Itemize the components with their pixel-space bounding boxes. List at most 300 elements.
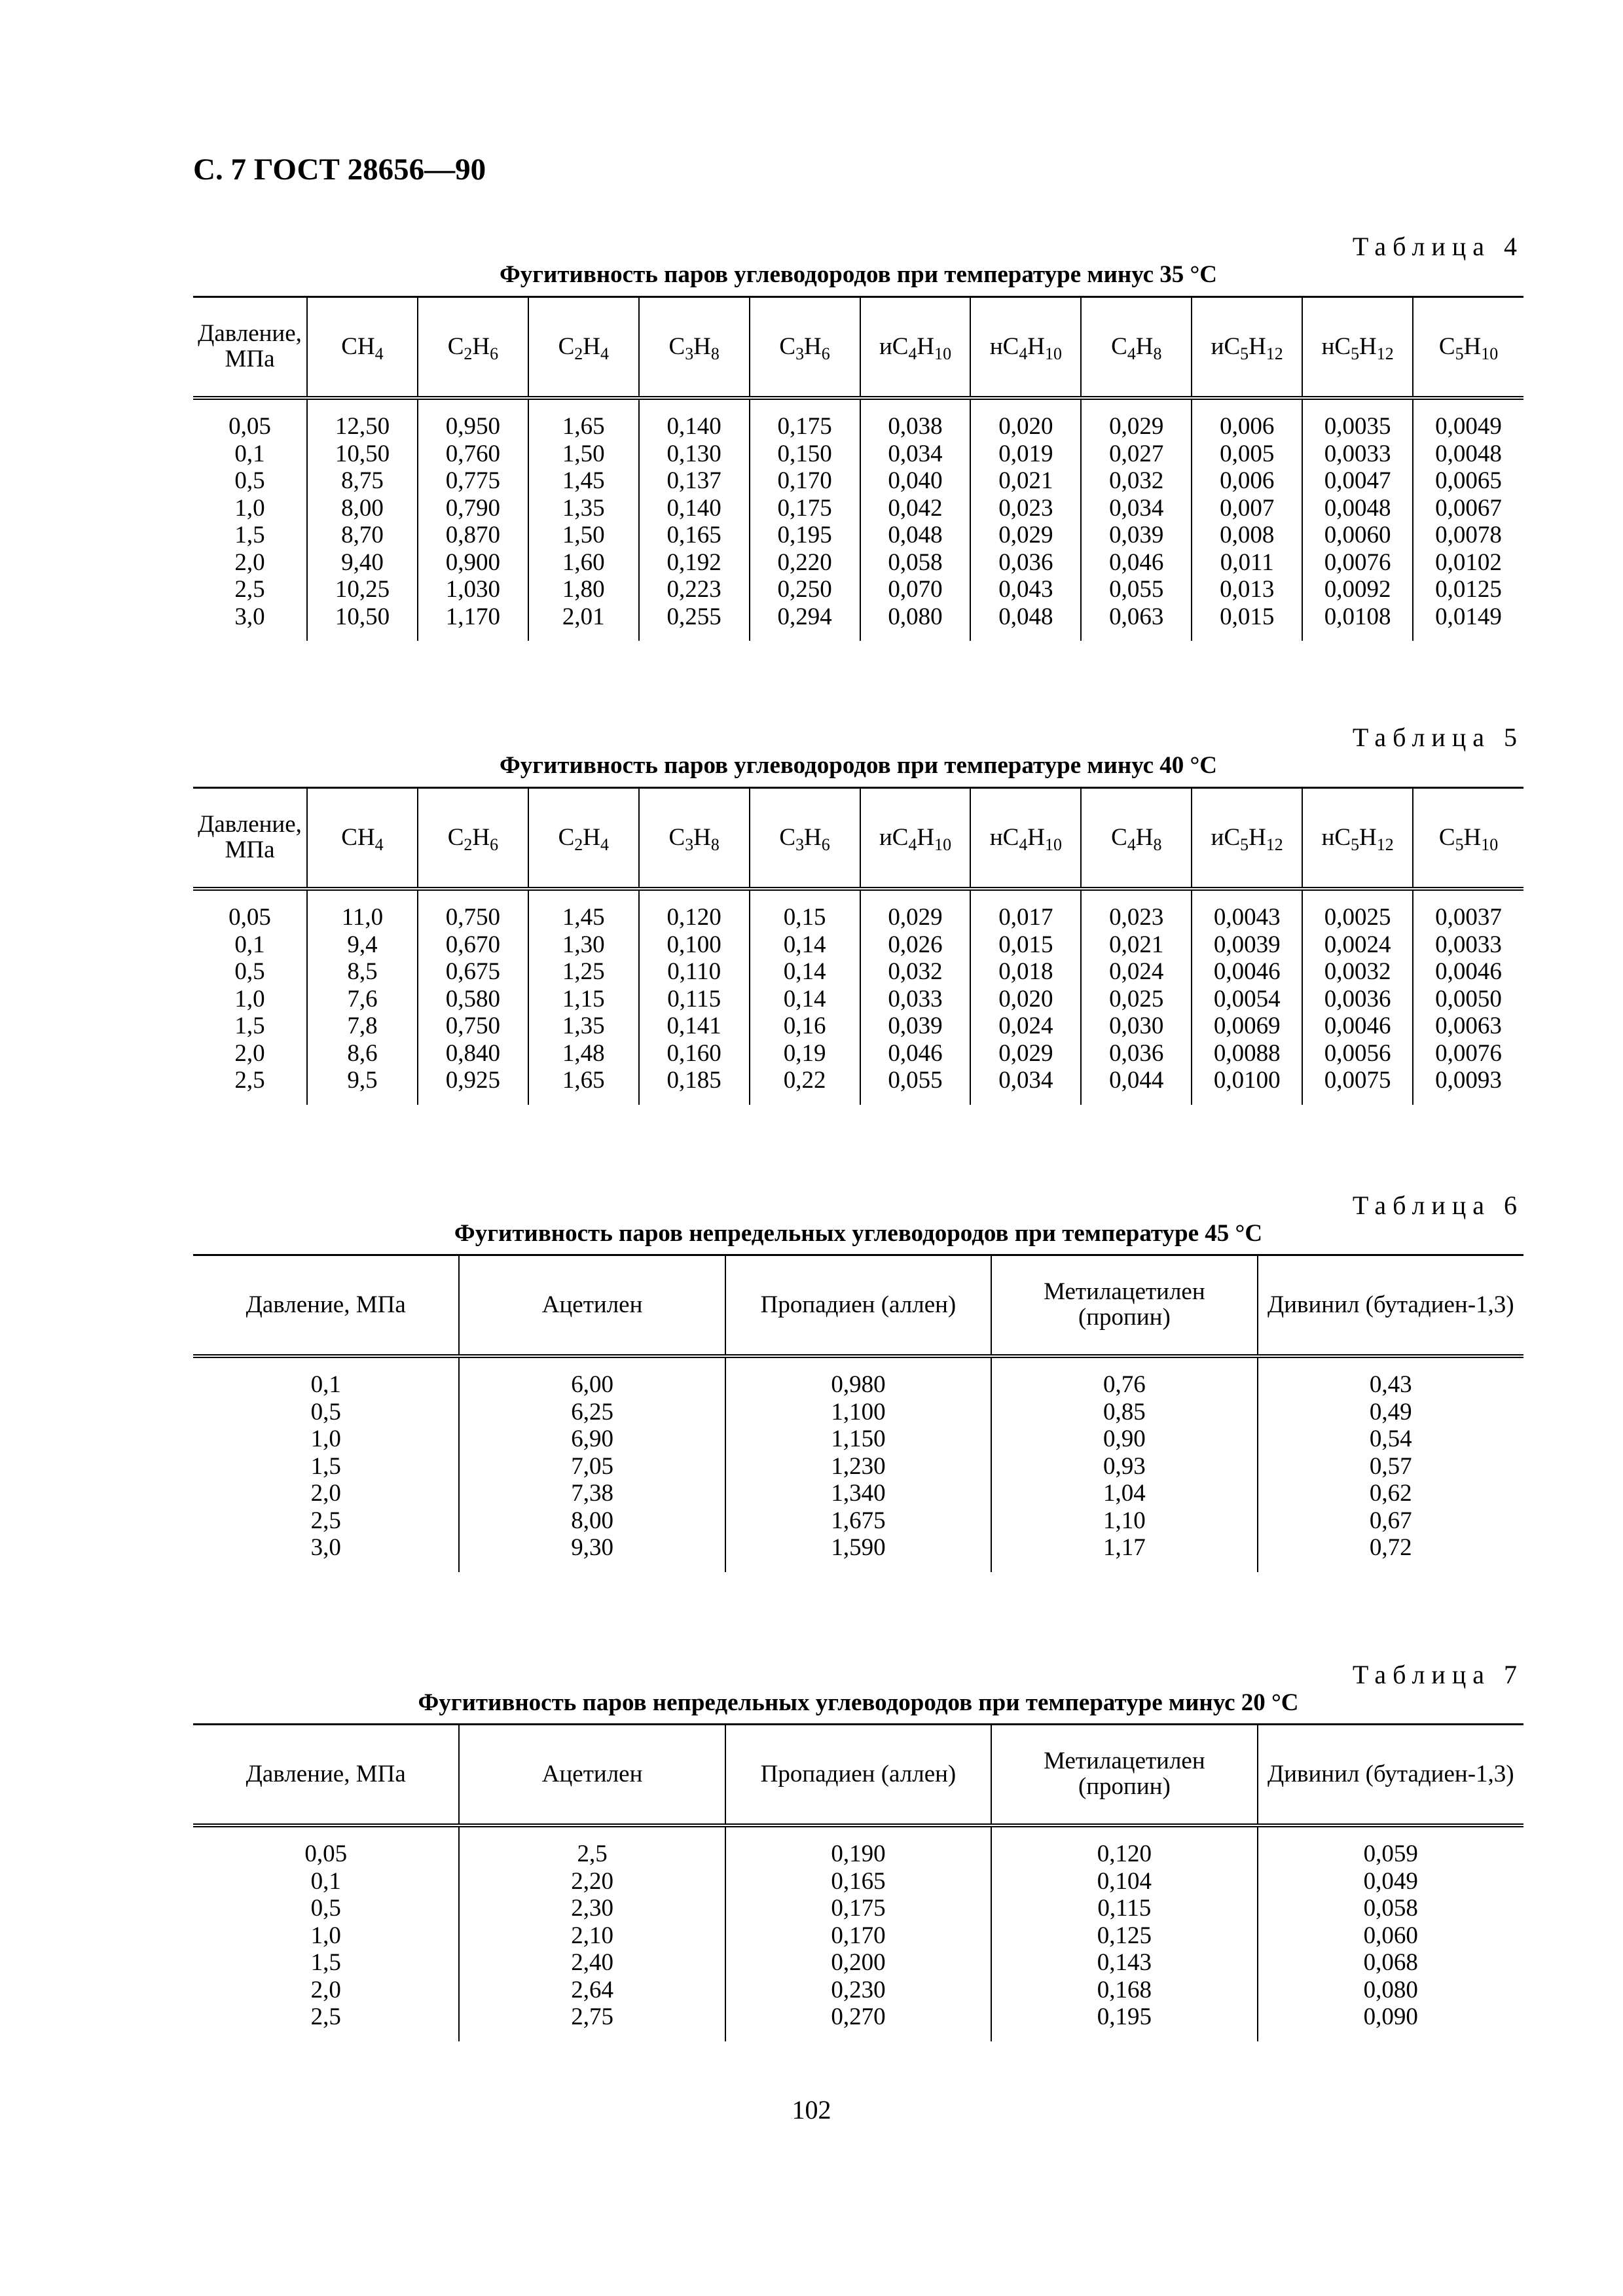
table-cell: 0,008 <box>1192 522 1302 549</box>
table-7-body <box>193 1825 1523 2041</box>
table-row <box>193 440 1523 468</box>
table-cell: 0,195 <box>750 522 860 549</box>
table-cell: 0,019 <box>970 440 1081 468</box>
table-cell: 8,70 <box>307 522 418 549</box>
table-cell: 0,034 <box>1081 495 1192 522</box>
table-cell: 2,5 <box>310 2003 341 2030</box>
table-cell: 1,65 <box>528 1067 639 1105</box>
column-header: $нC_5H_{12}$ <box>1302 297 1413 399</box>
table-cell: 7,38 <box>459 1480 725 1507</box>
table-cell: 0,1 <box>234 440 265 467</box>
column-header: Метилацетилен (пропин) <box>991 1255 1257 1357</box>
table-cell: 1,60 <box>528 549 639 577</box>
table-cell: 0,120 <box>991 1825 1257 1868</box>
table-cell: 0,044 <box>1081 1067 1192 1105</box>
table-cell: 0,048 <box>970 603 1081 641</box>
table-cell: 0,0039 <box>1192 931 1302 959</box>
table-row <box>193 1825 1523 1868</box>
table-cell: 0,115 <box>639 986 750 1013</box>
table-cell: 0,015 <box>970 931 1081 959</box>
table-cell: 0,0025 <box>1302 889 1413 931</box>
column-header: $нC_4H_{10}$ <box>970 297 1081 399</box>
table-cell: 0,0093 <box>1413 1067 1523 1105</box>
table-cell: 1,150 <box>725 1426 991 1453</box>
table-cell: 0,790 <box>418 495 528 522</box>
table-cell: 9,30 <box>459 1534 725 1572</box>
table-cell: 0,034 <box>970 1067 1081 1105</box>
table-cell: 0,024 <box>1081 958 1192 986</box>
table-cell: 0,22 <box>750 1067 860 1105</box>
table-cell: 0,5 <box>234 958 265 985</box>
column-header: $нC_5H_{12}$ <box>1302 788 1413 889</box>
table-cell: 0,0037 <box>1413 889 1523 931</box>
table-row <box>193 931 1523 959</box>
table-cell: 0,76 <box>991 1356 1257 1399</box>
table-cell: 1,030 <box>418 576 528 603</box>
table-cell: 0,580 <box>418 986 528 1013</box>
table-cell: 1,100 <box>725 1399 991 1426</box>
table-5-header-row <box>193 788 1523 889</box>
table-cell: 0,0076 <box>1413 1040 1523 1067</box>
table-cell: 0,0076 <box>1302 549 1413 577</box>
table-cell: 1,5 <box>234 1013 265 1039</box>
table-cell: 1,35 <box>528 1013 639 1040</box>
table-cell: 2,0 <box>234 1039 265 1067</box>
table-cell: 0,870 <box>418 522 528 549</box>
table-cell: 0,026 <box>860 931 971 959</box>
table-cell: 10,50 <box>307 603 418 641</box>
table-cell: 0,0032 <box>1302 958 1413 986</box>
table-row <box>193 986 1523 1013</box>
table-cell: 0,0108 <box>1302 603 1413 641</box>
table-cell: 0,141 <box>639 1013 750 1040</box>
table-cell: 0,140 <box>639 495 750 522</box>
table-cell: 0,049 <box>1258 1868 1523 1895</box>
table-cell: 0,0056 <box>1302 1040 1413 1067</box>
table-cell: 0,042 <box>860 495 971 522</box>
table-cell: 0,750 <box>418 889 528 931</box>
table-cell: 0,0033 <box>1413 931 1523 959</box>
table-cell: 9,40 <box>307 549 418 577</box>
table-cell: 0,175 <box>725 1895 991 1922</box>
table-cell: 0,020 <box>970 398 1081 440</box>
table-cell: 1,65 <box>528 398 639 440</box>
table-cell: 0,038 <box>860 398 971 440</box>
table-row <box>193 398 1523 440</box>
column-header: Метилацетилен (пропин) <box>991 1725 1257 1826</box>
table-cell: 1,590 <box>725 1534 991 1572</box>
table-cell: 1,5 <box>310 1452 341 1480</box>
table-cell: 0,011 <box>1192 549 1302 577</box>
table-cell: 0,043 <box>970 576 1081 603</box>
table-cell: 0,950 <box>418 398 528 440</box>
column-header: Давление, МПа <box>193 297 307 399</box>
table-row <box>193 1013 1523 1040</box>
table-cell: 3,0 <box>234 603 265 630</box>
table-row <box>193 1399 1523 1426</box>
table-cell: 0,223 <box>639 576 750 603</box>
table-cell: 0,675 <box>418 958 528 986</box>
table-cell: 1,35 <box>528 495 639 522</box>
table-cell: 0,029 <box>970 1040 1081 1067</box>
table-cell: 0,143 <box>991 1949 1257 1977</box>
table-cell: 0,200 <box>725 1949 991 1977</box>
table-cell: 0,032 <box>1081 467 1192 495</box>
column-header: Пропадиен (аллен) <box>725 1725 991 1826</box>
table-cell: 0,294 <box>750 603 860 641</box>
table-cell: 0,0088 <box>1192 1040 1302 1067</box>
table-row <box>193 889 1523 931</box>
table-cell: 8,00 <box>459 1507 725 1535</box>
table-cell: 0,027 <box>1081 440 1192 468</box>
table-cell: 0,0075 <box>1302 1067 1413 1105</box>
table-cell: 6,90 <box>459 1426 725 1453</box>
page-number: 102 <box>792 2095 831 2125</box>
table-cell: 0,007 <box>1192 495 1302 522</box>
table-cell: 0,0102 <box>1413 549 1523 577</box>
table-cell: 0,021 <box>1081 931 1192 959</box>
column-header: $C_3H_8$ <box>639 297 750 399</box>
table-cell: 0,0035 <box>1302 398 1413 440</box>
table-cell: 0,0036 <box>1302 986 1413 1013</box>
table-cell: 7,6 <box>307 986 418 1013</box>
table-cell: 2,5 <box>234 1067 265 1094</box>
table-cell: 0,0050 <box>1413 986 1523 1013</box>
column-header: $иC_5H_{12}$ <box>1192 297 1302 399</box>
table-cell: 7,05 <box>459 1453 725 1480</box>
table-cell: 8,6 <box>307 1040 418 1067</box>
column-header: Ацетилен <box>459 1255 725 1357</box>
table-cell: 0,013 <box>1192 576 1302 603</box>
table-cell: 0,029 <box>860 889 971 931</box>
table-cell: 0,137 <box>639 467 750 495</box>
column-header: Дивинил (бутадиен-1,3) <box>1258 1725 1523 1826</box>
table-cell: 0,080 <box>860 603 971 641</box>
table-cell: 0,006 <box>1192 398 1302 440</box>
table-cell: 0,840 <box>418 1040 528 1067</box>
table-cell: 0,029 <box>970 522 1081 549</box>
table-cell: 1,0 <box>310 1922 341 1949</box>
table-cell: 0,150 <box>750 440 860 468</box>
table-cell: 0,49 <box>1258 1399 1523 1426</box>
table-row <box>193 1067 1523 1105</box>
page-header: С. 7 ГОСТ 28656—90 <box>193 152 486 187</box>
table-cell: 0,255 <box>639 603 750 641</box>
table-cell: 0,93 <box>991 1453 1257 1480</box>
table-cell: 0,750 <box>418 1013 528 1040</box>
table-row <box>193 1040 1523 1067</box>
table-5 <box>193 787 1523 1105</box>
table-cell: 1,0 <box>234 494 265 522</box>
table-row <box>193 1922 1523 1950</box>
table-cell: 0,230 <box>725 1977 991 2004</box>
table-cell: 0,05 <box>228 904 271 931</box>
table-cell: 0,05 <box>228 413 271 440</box>
table-7-number: Таблица 7 <box>1352 1660 1523 1689</box>
table-cell: 0,0046 <box>1192 958 1302 986</box>
table-7-caption: Фугитивность паров непредельных углеводородов при температуре минус 20 °С <box>418 1689 1299 1716</box>
table-cell: 0,060 <box>1258 1922 1523 1950</box>
table-row <box>193 2003 1523 2041</box>
table-cell: 0,67 <box>1258 1507 1523 1535</box>
table-cell: 0,115 <box>991 1895 1257 1922</box>
table-cell: 0,006 <box>1192 467 1302 495</box>
table-row <box>193 1453 1523 1480</box>
table-cell: 0,192 <box>639 549 750 577</box>
column-header: $C_3H_8$ <box>639 788 750 889</box>
table-cell: 0,980 <box>725 1356 991 1399</box>
table-cell: 0,090 <box>1258 2003 1523 2041</box>
table-row <box>193 958 1523 986</box>
table-cell: 0,165 <box>639 522 750 549</box>
table-cell: 0,015 <box>1192 603 1302 641</box>
table-cell: 0,058 <box>860 549 971 577</box>
table-row <box>193 1868 1523 1895</box>
table-cell: 0,175 <box>750 398 860 440</box>
table-cell: 11,0 <box>307 889 418 931</box>
table-cell: 0,033 <box>860 986 971 1013</box>
table-row <box>193 576 1523 603</box>
table-4-body <box>193 398 1523 641</box>
table-cell: 0,0125 <box>1413 576 1523 603</box>
table-cell: 0,168 <box>991 1977 1257 2004</box>
table-cell: 0,16 <box>750 1013 860 1040</box>
table-cell: 0,130 <box>639 440 750 468</box>
table-cell: 0,039 <box>860 1013 971 1040</box>
table-cell: 0,175 <box>750 495 860 522</box>
table-row <box>193 1426 1523 1453</box>
table-cell: 2,5 <box>234 576 265 603</box>
table-cell: 0,0046 <box>1413 958 1523 986</box>
table-cell: 0,046 <box>860 1040 971 1067</box>
table-cell: 0,160 <box>639 1040 750 1067</box>
table-4 <box>193 296 1523 641</box>
table-cell: 1,10 <box>991 1507 1257 1535</box>
table-cell: 0,900 <box>418 549 528 577</box>
table-cell: 0,14 <box>750 958 860 986</box>
table-cell: 0,125 <box>991 1922 1257 1950</box>
table-cell: 1,50 <box>528 522 639 549</box>
table-cell: 0,0092 <box>1302 576 1413 603</box>
table-cell: 10,50 <box>307 440 418 468</box>
table-7-header-row <box>193 1725 1523 1826</box>
column-header: $иC_4H_{10}$ <box>860 297 971 399</box>
table-row <box>193 1949 1523 1977</box>
table-6-body <box>193 1356 1523 1572</box>
table-cell: 0,670 <box>418 931 528 959</box>
table-cell: 1,30 <box>528 931 639 959</box>
table-cell: 0,15 <box>750 889 860 931</box>
column-header: Давление, МПа <box>193 1725 459 1826</box>
table-row <box>193 549 1523 577</box>
table-cell: 0,055 <box>860 1067 971 1105</box>
table-7 <box>193 1723 1523 2041</box>
table-cell: 6,00 <box>459 1356 725 1399</box>
table-cell: 0,0046 <box>1302 1013 1413 1040</box>
table-cell: 0,43 <box>1258 1356 1523 1399</box>
table-cell: 0,1 <box>234 931 265 958</box>
table-5-caption: Фугитивность паров углеводородов при температуре минус 40 °С <box>499 752 1218 779</box>
column-header: $C_4H_8$ <box>1081 297 1192 399</box>
table-cell: 1,15 <box>528 986 639 1013</box>
table-6-caption: Фугитивность паров непредельных углеводородов при температуре 45 °С <box>454 1220 1263 1247</box>
table-cell: 0,0063 <box>1413 1013 1523 1040</box>
table-cell: 0,0149 <box>1413 603 1523 641</box>
table-cell: 0,110 <box>639 958 750 986</box>
table-cell: 0,070 <box>860 576 971 603</box>
table-cell: 0,020 <box>970 986 1081 1013</box>
table-6 <box>193 1254 1523 1572</box>
table-row <box>193 1534 1523 1572</box>
table-cell: 0,0100 <box>1192 1067 1302 1105</box>
column-header: $C_5H_{10}$ <box>1413 788 1523 889</box>
table-cell: 0,170 <box>750 467 860 495</box>
table-cell: 0,250 <box>750 576 860 603</box>
column-header: $C_2H_6$ <box>418 788 528 889</box>
table-cell: 0,080 <box>1258 1977 1523 2004</box>
column-header: $C_5H_{10}$ <box>1413 297 1523 399</box>
table-cell: 0,0060 <box>1302 522 1413 549</box>
table-cell: 0,190 <box>725 1825 991 1868</box>
table-cell: 2,40 <box>459 1949 725 1977</box>
table-cell: 9,4 <box>307 931 418 959</box>
table-cell: 0,1 <box>310 1867 341 1895</box>
table-cell: 0,5 <box>310 1895 341 1922</box>
table-cell: 0,05 <box>304 1840 348 1867</box>
column-header: $иC_4H_{10}$ <box>860 788 971 889</box>
table-cell: 0,036 <box>970 549 1081 577</box>
column-header: $CH_4$ <box>307 297 418 399</box>
table-cell: 0,048 <box>860 522 971 549</box>
table-cell: 0,0048 <box>1413 440 1523 468</box>
table-cell: 2,30 <box>459 1895 725 1922</box>
table-cell: 2,01 <box>528 603 639 641</box>
table-cell: 1,17 <box>991 1534 1257 1572</box>
table-cell: 0,030 <box>1081 1013 1192 1040</box>
column-header: $нC_4H_{10}$ <box>970 788 1081 889</box>
table-cell: 1,675 <box>725 1507 991 1535</box>
table-cell: 0,0048 <box>1302 495 1413 522</box>
table-cell: 12,50 <box>307 398 418 440</box>
table-row <box>193 603 1523 641</box>
table-cell: 0,0024 <box>1302 931 1413 959</box>
column-header: $C_4H_8$ <box>1081 788 1192 889</box>
table-cell: 0,046 <box>1081 549 1192 577</box>
table-cell: 0,19 <box>750 1040 860 1067</box>
table-cell: 0,0067 <box>1413 495 1523 522</box>
column-header: $C_2H_4$ <box>528 788 639 889</box>
table-cell: 1,0 <box>234 985 265 1013</box>
table-cell: 2,0 <box>310 1480 341 1507</box>
table-4-header-row <box>193 297 1523 399</box>
table-cell: 0,0043 <box>1192 889 1302 931</box>
table-cell: 0,032 <box>860 958 971 986</box>
table-cell: 0,5 <box>310 1398 341 1426</box>
table-cell: 0,005 <box>1192 440 1302 468</box>
table-cell: 0,024 <box>970 1013 1081 1040</box>
table-row <box>193 1356 1523 1399</box>
column-header: $CH_4$ <box>307 788 418 889</box>
table-row <box>193 1977 1523 2004</box>
table-cell: 0,0078 <box>1413 522 1523 549</box>
column-header: $иC_5H_{12}$ <box>1192 788 1302 889</box>
table-cell: 0,0033 <box>1302 440 1413 468</box>
table-cell: 1,340 <box>725 1480 991 1507</box>
table-cell: 0,040 <box>860 467 971 495</box>
table-cell: 2,5 <box>310 1507 341 1534</box>
table-cell: 0,120 <box>639 889 750 931</box>
table-cell: 0,023 <box>1081 889 1192 931</box>
table-cell: 1,48 <box>528 1040 639 1067</box>
table-cell: 0,0069 <box>1192 1013 1302 1040</box>
table-cell: 0,90 <box>991 1426 1257 1453</box>
table-cell: 0,57 <box>1258 1453 1523 1480</box>
table-cell: 0,0054 <box>1192 986 1302 1013</box>
table-cell: 2,5 <box>459 1825 725 1868</box>
table-6-number: Таблица 6 <box>1352 1191 1523 1220</box>
table-cell: 0,775 <box>418 467 528 495</box>
table-cell: 1,04 <box>991 1480 1257 1507</box>
table-cell: 8,75 <box>307 467 418 495</box>
table-4-caption: Фугитивность паров углеводородов при температуре минус 35 °С <box>499 261 1218 288</box>
table-cell: 0,039 <box>1081 522 1192 549</box>
table-cell: 9,5 <box>307 1067 418 1105</box>
table-cell: 0,140 <box>639 398 750 440</box>
table-cell: 1,80 <box>528 576 639 603</box>
table-cell: 0,0049 <box>1413 398 1523 440</box>
table-cell: 0,059 <box>1258 1825 1523 1868</box>
table-row <box>193 1480 1523 1507</box>
table-cell: 0,925 <box>418 1067 528 1105</box>
table-cell: 0,62 <box>1258 1480 1523 1507</box>
table-5-number: Таблица 5 <box>1352 723 1523 752</box>
table-cell: 0,063 <box>1081 603 1192 641</box>
table-row <box>193 522 1523 549</box>
table-row <box>193 1507 1523 1535</box>
column-header: $C_2H_6$ <box>418 297 528 399</box>
table-cell: 10,25 <box>307 576 418 603</box>
table-cell: 0,100 <box>639 931 750 959</box>
table-cell: 0,025 <box>1081 986 1192 1013</box>
table-cell: 0,165 <box>725 1868 991 1895</box>
column-header: $C_3H_6$ <box>750 788 860 889</box>
table-cell: 0,058 <box>1258 1895 1523 1922</box>
table-5-body <box>193 889 1523 1105</box>
table-cell: 0,018 <box>970 958 1081 986</box>
table-cell: 0,0065 <box>1413 467 1523 495</box>
table-cell: 1,25 <box>528 958 639 986</box>
table-cell: 7,8 <box>307 1013 418 1040</box>
table-cell: 1,230 <box>725 1453 991 1480</box>
table-cell: 0,034 <box>860 440 971 468</box>
table-cell: 1,170 <box>418 603 528 641</box>
table-cell: 1,45 <box>528 467 639 495</box>
table-cell: 0,068 <box>1258 1949 1523 1977</box>
table-cell: 1,50 <box>528 440 639 468</box>
table-cell: 0,72 <box>1258 1534 1523 1572</box>
table-cell: 0,14 <box>750 986 860 1013</box>
table-cell: 0,0047 <box>1302 467 1413 495</box>
table-cell: 2,0 <box>234 548 265 576</box>
table-cell: 1,5 <box>310 1949 341 1976</box>
table-cell: 2,64 <box>459 1977 725 2004</box>
table-cell: 1,45 <box>528 889 639 931</box>
table-cell: 0,5 <box>234 467 265 494</box>
column-header: Давление, МПа <box>193 1255 459 1357</box>
table-cell: 0,195 <box>991 2003 1257 2041</box>
table-cell: 0,760 <box>418 440 528 468</box>
table-cell: 0,170 <box>725 1922 991 1950</box>
